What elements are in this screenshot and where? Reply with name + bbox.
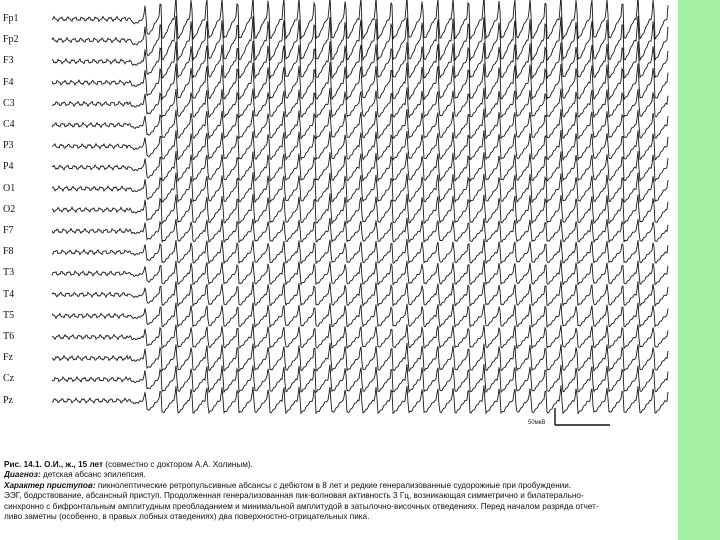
caption-diagnosis-line — [4, 470, 674, 480]
eeg-trace-t3 — [52, 260, 668, 285]
eeg-trace-f8 — [52, 239, 668, 264]
channel-label-f7: F7 — [3, 225, 14, 236]
scale-label: 50мкВ — [528, 420, 546, 426]
channel-label-f3: F3 — [3, 55, 14, 67]
channel-label-o2: O2 — [3, 203, 16, 215]
caption-eeg-line-1: ЭЭГ, бодрствование, абсансный приступ. Продолженная генерализованная пик-волновая активность 3 Гц, возникающая симметрично и билатерально- — [4, 491, 584, 501]
channel-label-fz: Fz — [3, 352, 13, 364]
channel-label-fp2: Fp2 — [3, 34, 19, 46]
channel-label-t5: T5 — [3, 309, 15, 321]
eeg-trace-cz — [52, 364, 668, 392]
eeg-trace-t4 — [52, 281, 668, 306]
eeg-trace-pz — [52, 385, 668, 413]
channel-label-t4: T4 — [3, 288, 15, 300]
channel-label-f4: F4 — [3, 76, 14, 88]
channel-label-cz: Cz — [3, 373, 15, 385]
figure-caption — [4, 460, 674, 522]
channel-label-c3: C3 — [3, 97, 15, 109]
diagnosis-label: Диагноз: — [4, 470, 41, 480]
seizure-label: Характер приступов: — [4, 480, 96, 490]
channel-label-pz: Pz — [3, 394, 13, 406]
caption-eeg-line-2: синхронно с бифронтальным амплитудным преобладанием и минимальной амплитудой в затылочно-височных отведениях. Перед началом разряда отчет- — [4, 501, 599, 511]
figure-credit: (совместно с доктором А.А. Холиным). — [103, 460, 253, 469]
channel-label-c4: C4 — [3, 119, 15, 130]
caption-seizure-line — [4, 481, 674, 491]
figure-label: Рис. 14.1. О.И., ж., 15 лет — [4, 460, 103, 469]
channel-label-f8: F8 — [3, 246, 14, 258]
eeg-trace-o2 — [52, 193, 668, 223]
seizure-text: пикнолептические ретропульсивные абсансы с дебютом в 8 лет и редкие генерализованные судорожные при пробуждении. — [95, 480, 572, 490]
calibration-bar — [555, 408, 610, 425]
channel-label-p4: P4 — [3, 161, 14, 173]
eeg-trace-t5 — [52, 302, 668, 327]
channel-label-t3: T3 — [3, 267, 15, 279]
caption-eeg-line-3: ливо заметны (особенно, в правых лобных отведениях) два поверхностно-отрицательных пика. — [4, 512, 370, 522]
channel-label-t6: T6 — [3, 331, 15, 342]
caption-title-line — [4, 460, 674, 470]
channel-label-o1: O1 — [3, 182, 16, 194]
channel-label-fp1: Fp1 — [3, 13, 19, 24]
channel-label-p3: P3 — [3, 140, 14, 152]
eeg-trace-o1 — [52, 172, 668, 202]
eeg-trace-t6 — [52, 324, 668, 349]
eeg-trace-f7 — [52, 218, 668, 243]
eeg-trace-fz — [52, 343, 668, 371]
eeg-trace-p4 — [52, 151, 668, 181]
diagnosis-text: детская абсанс эпилепсия. — [40, 470, 146, 480]
